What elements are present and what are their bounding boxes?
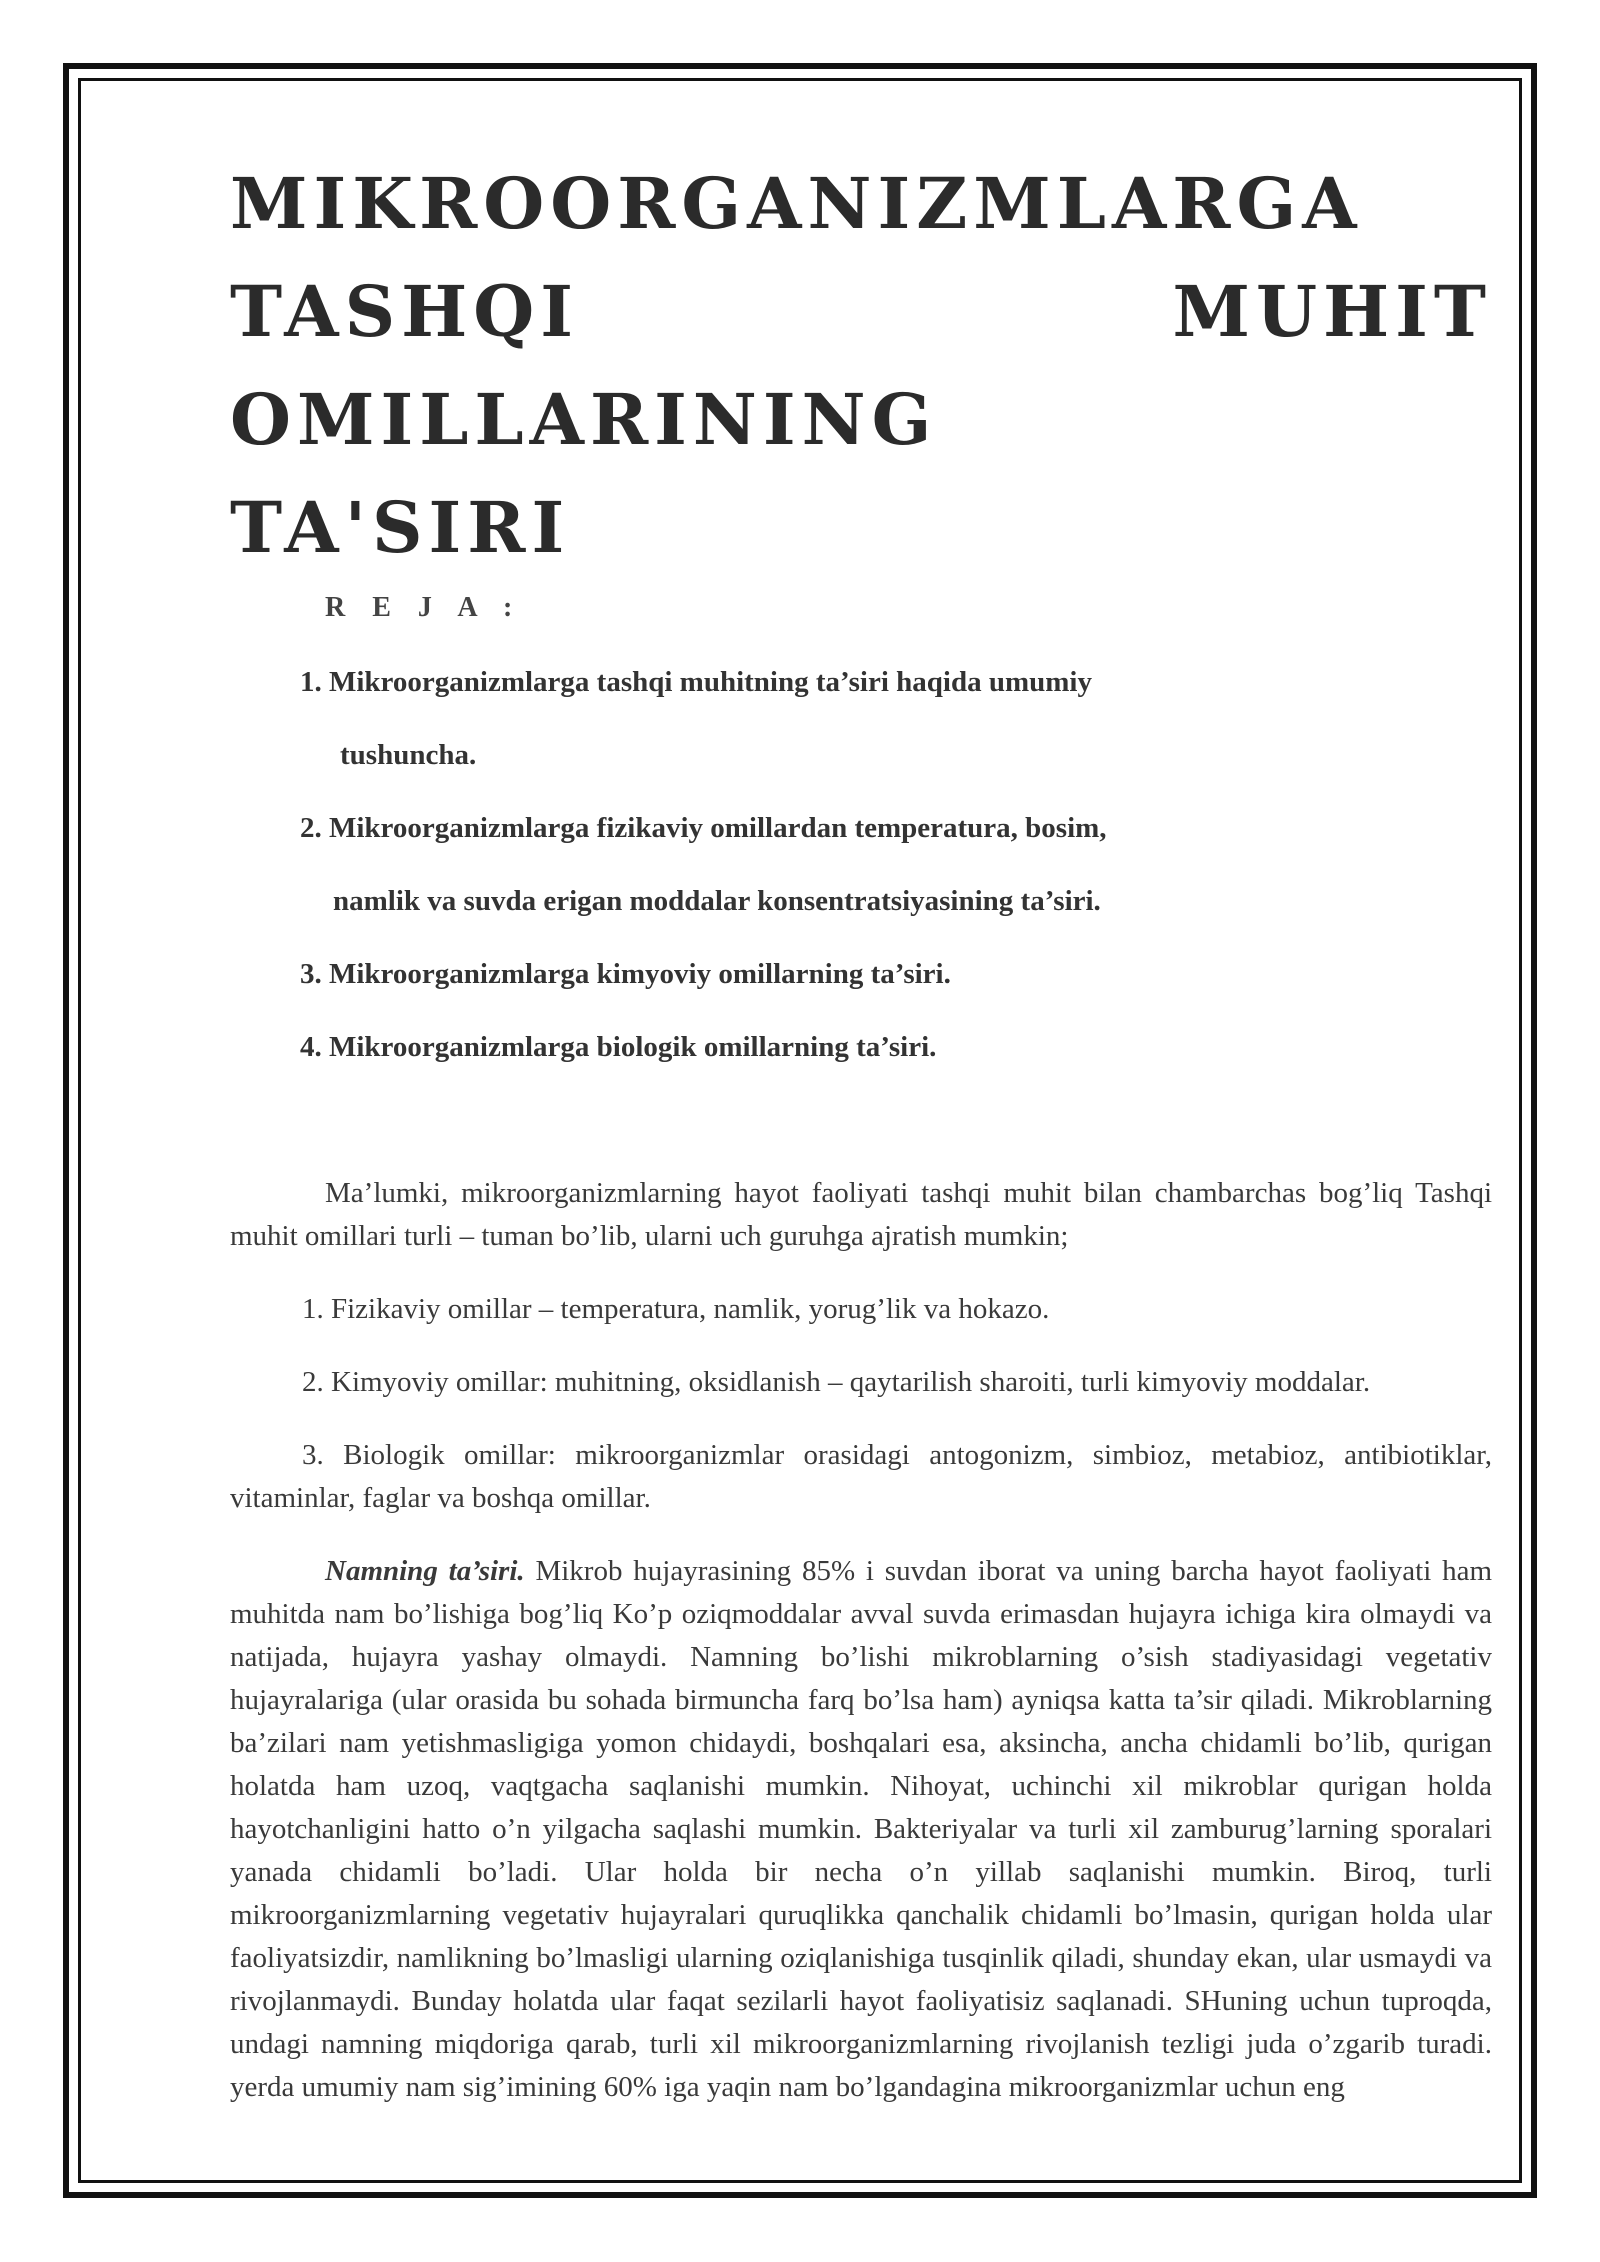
document-title	[230, 150, 1492, 582]
title-line-1: MIKROORGANIZMLARGA	[230, 162, 1363, 245]
plan-heading: R E J A :	[325, 592, 523, 623]
moisture-paragraph	[230, 1550, 1492, 2109]
factor-item-3: 3. Biologik omillar: mikroorganizmlar orasidagi antogonizm, simbioz, metabioz, antibiotiklar, vitaminlar, faglar va boshqa omillar.	[230, 1439, 1492, 1514]
plan-item-1-continued: tushuncha.	[340, 739, 477, 771]
plan-item-1: 1. Mikroorganizmlarga tashqi muhitning ta’siri haqida umumiy	[300, 666, 1092, 698]
plan-item-3: 3. Mikroorganizmlarga kimyoviy omillarning ta’siri.	[300, 958, 951, 990]
title-line-3: TA'SIRI	[230, 486, 571, 569]
factor-item-2: 2. Kimyoviy omillar: muhitning, oksidlanish – qaytarilish sharoiti, turli kimyoviy moddalar.	[302, 1366, 1371, 1398]
plan-item-2: 2. Mikroorganizmlarga fizikaviy omillardan temperatura, bosim,	[300, 812, 1107, 844]
document-body	[230, 1172, 1492, 2109]
factor-item-1: 1. Fizikaviy omillar – temperatura, namlik, yorug’lik va hokazo.	[302, 1293, 1050, 1325]
plan-item-2-continued: namlik va suvda erigan moddalar konsentratsiyasining ta’siri.	[333, 885, 1101, 917]
document-page	[230, 150, 1492, 2139]
intro-paragraph: Ma’lumki, mikroorganizmlarning hayot faoliyati tashqi muhit bilan chambarchas bog’liq Tashqi muhit omillari turli – tuman bo’lib, ularni uch guruhga ajratish mumkin;	[230, 1177, 1492, 1252]
plan-list	[300, 646, 1492, 1084]
moisture-text: Mikrob hujayrasining 85% i suvdan iborat va uning barcha hayot faoliyati ham muhitda nam bo’lishiga bog’liq Ko’p oziqmoddalar avval suvda erimasdan hujayra ichiga kira olmaydi va natijada, hujayra yashay olmaydi. Namning bo’lishi mikroblarning o’sish stadiyasidagi vegetativ hujayralariga (ular orasida bu sohada birmuncha farq bo’lsa ham) ayniqsa katta ta’sir qiladi. Mikroblarning ba’zilari nam yetishmasligiga yomon chidaydi, boshqalari esa, aksincha, ancha chidamli bo’lib, qurigan holatda ham uzoq, vaqtgacha saqlanishi mumkin. Nihoyat, uchinchi xil mikroblar qurigan holda hayotchanligini hatto o’n yilgacha saqlashi mumkin. Bakteriyalar va turli xil zamburug’larning sporalari yanada chidamli bo’ladi. Ular holda bir necha o’n yillab saqlanishi mumkin. Biroq, turli mikroorganizmlarning vegetativ hujayralari quruqlikka qanchalik chidamli bo’lmasin, qurigan holda ular faoliyatsizdir, namlikning bo’lmasligi ularning oziqlanishiga tusqinlik qiladi, shunday ekan, ular usmaydi va rivojlanmaydi. Bunday holatda ular faqat sezilarli hayot faoliyatisiz saqlanadi. SHuning uchun tuproqda, undagi namning miqdoriga qarab, turli xil mikroorganizmlarning rivojlanish tezligi juda o’zgarib turadi. yerda umumiy nam sig’imining 60% iga yaqin nam bo’lgandagina mikroorganizmlar uchun eng	[230, 1555, 1493, 2103]
title-line-2: TASHQI MUHIT OMILLARINING	[230, 270, 1492, 461]
plan-item-4: 4. Mikroorganizmlarga biologik omillarning ta’siri.	[300, 1031, 937, 1063]
moisture-heading: Namning ta’siri.	[325, 1555, 525, 1587]
